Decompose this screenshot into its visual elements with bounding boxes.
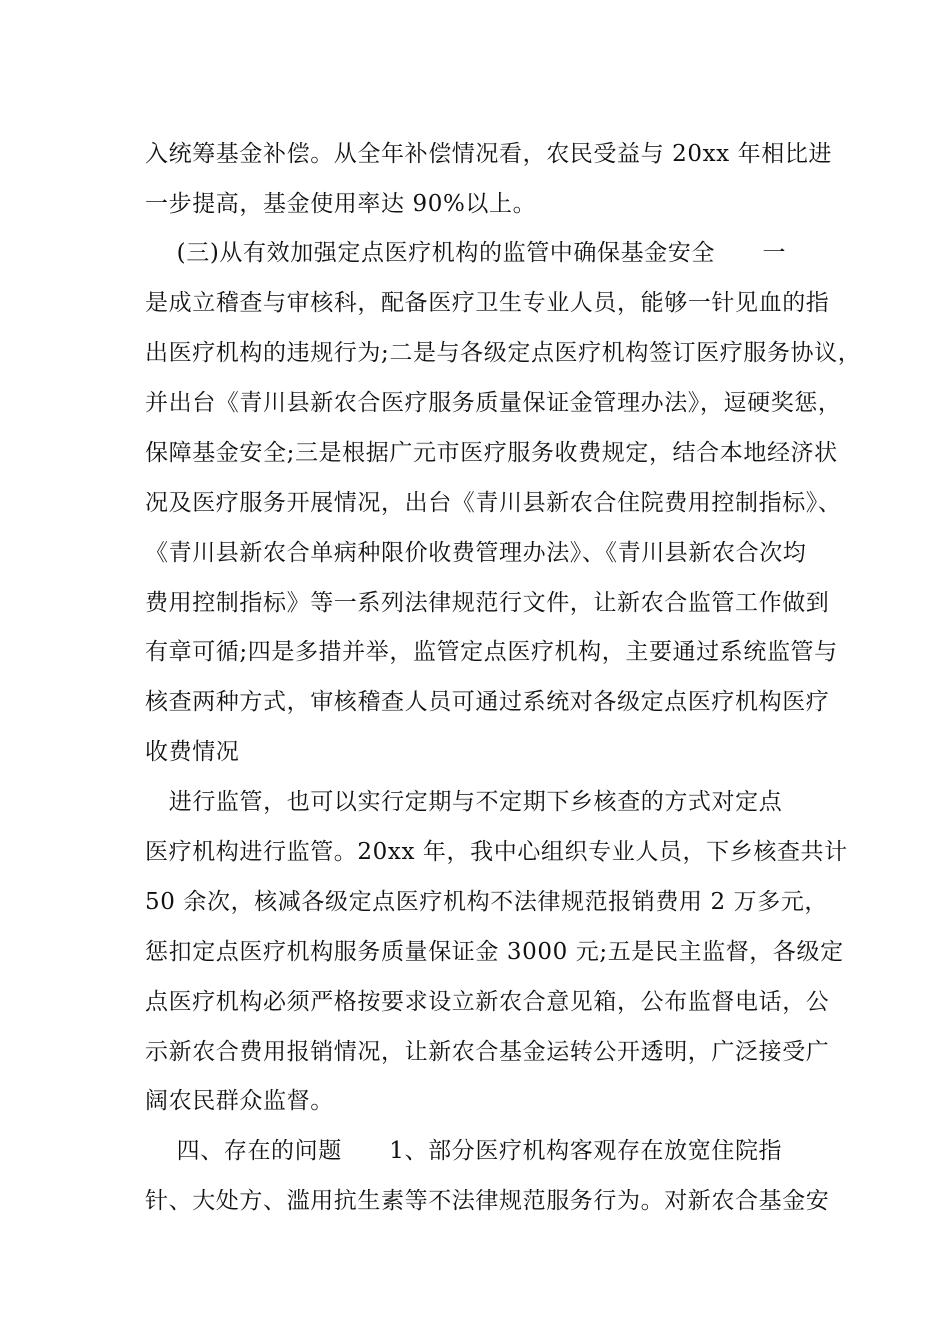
text-line: 核查两种方式，审核稽查人员可通过系统对各级定点医疗机构医疗 [145,689,830,715]
text-line: 点医疗机构必须严格按要求设立新农合意见箱，公布监督电话，公 [145,989,830,1015]
text-line: 示新农合费用报销情况，让新农合基金运转公开透明，广泛接受广 [145,1039,830,1065]
text-line: 况及医疗服务开展情况，出台《青川县新农合住院费用控制指标》、 [145,490,842,516]
text-line: 出医疗机构的违规行为;二是与各级定点医疗机构签订医疗服务协议， [145,340,862,366]
text-line: 入统筹基金补偿。从全年补偿情况看，农民受益与 20xx 年相比进 [145,141,833,167]
text-line: 有章可循;四是多措并举，监管定点医疗机构，主要通过系统监管与 [145,639,838,665]
text-line: 是成立稽查与审核科，配备医疗卫生专业人员，能够一针见血的指 [145,290,830,316]
text-line: 50 余次，核减各级定点医疗机构不法律规范报销费用 2 万多元， [145,889,829,915]
text-line: 阔农民群众监督。 [145,1088,334,1114]
text-line: 保障基金安全;三是根据广元市医疗服务收费规定，结合本地经济状 [145,440,838,466]
text-line: 并出台《青川县新农合医疗服务质量保证金管理办法》，逗硬奖惩， [145,390,842,416]
text-line: 针、大处方、滥用抗生素等不法律规范服务行为。对新农合基金安 [145,1188,830,1214]
text-line: 费用控制指标》等一系列法律规范行文件，让新农合监管工作做到 [145,590,830,616]
text-line: 医疗机构进行监管。20xx 年，我中心组织专业人员，下乡核查共计 [145,839,848,865]
text-line: 惩扣定点医疗机构服务质量保证金 3000 元;五是民主监督，各级定 [145,939,844,965]
text-line: 《青川县新农合单病种限价收费管理办法》、《青川县新农合次均 [145,540,807,566]
section-heading-line: (三)从有效加强定点医疗机构的监管中确保基金安全 一 [145,240,787,266]
section-heading-line: 四、存在的问题 1、部分医疗机构客观存在放宽住院指 [145,1138,783,1164]
text-line: 进行监管，也可以实行定期与不定期下乡核查的方式对定点 [145,789,783,815]
text-line: 收费情况 [145,739,240,765]
text-line: 一步提高，基金使用率达 90%以上。 [145,191,537,217]
